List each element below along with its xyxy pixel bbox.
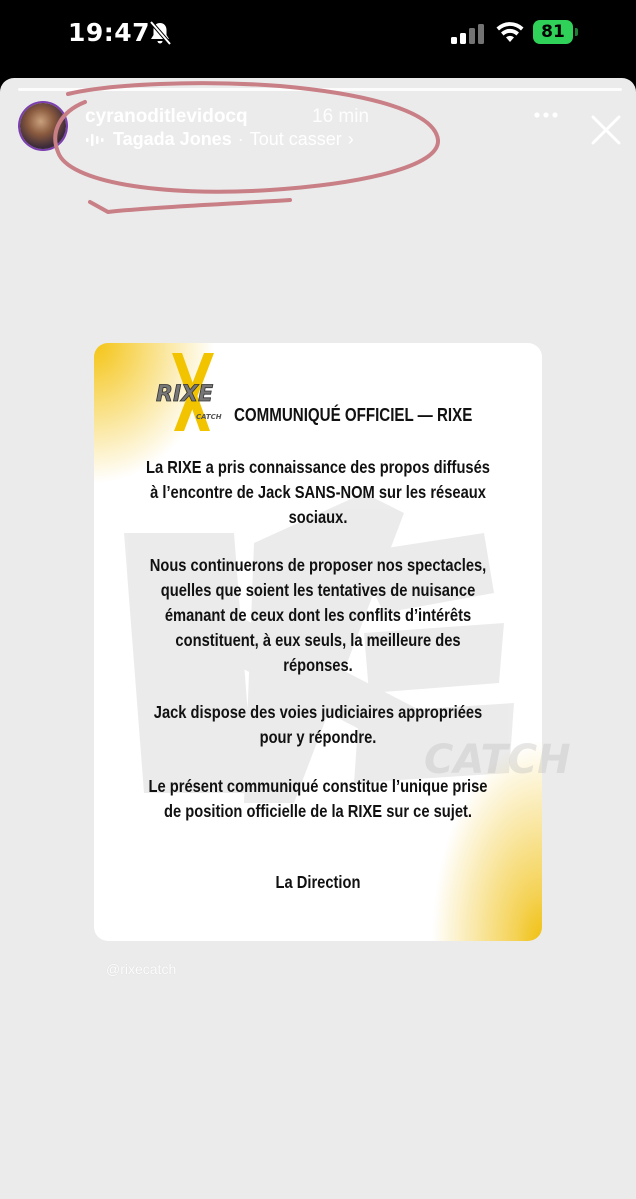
wifi-icon	[495, 20, 525, 44]
bell-slash-icon	[148, 20, 172, 46]
announcement-signature: La Direction	[275, 872, 361, 892]
announcement-title: COMMUNIQUÉ OFFICIEL — RIXE	[234, 405, 473, 425]
announcement-card	[94, 343, 571, 941]
story-username[interactable]: cyranoditlevidocq	[85, 106, 248, 127]
clock: 19:47	[68, 18, 151, 47]
battery-charging-icon	[533, 20, 581, 46]
status-bar	[0, 0, 636, 72]
chevron-right-icon: ›	[347, 129, 354, 149]
announcement-paragraph-3: Jack dispose des voies judiciaires appropriées pour y répondre.	[153, 702, 483, 747]
announcement-paragraph-2: Nous continuerons de proposer nos spectacles, quelles que soient les tentatives de nuisance émanant de ceux dont les conflits d’intérêts constituent, à eux seuls, la meilleure des réponses.	[149, 555, 487, 675]
logo-text: RIXE	[156, 382, 214, 407]
close-icon[interactable]	[590, 114, 622, 146]
music-attribution[interactable]	[85, 129, 354, 150]
announcement-paragraph-1: La RIXE a pris connaissance des propos diffusés à l’encontre de Jack SANS-NOM sur les réseaux sociaux.	[146, 457, 490, 527]
logo-sub-text: CATCH	[196, 413, 222, 421]
music-waveform-icon	[85, 131, 107, 149]
music-track: Tout casser	[249, 129, 342, 149]
announcement-paragraph-4: Le présent communiqué constitue l’unique prise de position officielle de la RIXE sur ce sujet.	[148, 776, 488, 821]
avatar[interactable]	[20, 103, 66, 149]
battery-level: 81	[533, 20, 573, 44]
signal-icon	[451, 24, 485, 44]
watermark-catch-text: CATCH	[424, 737, 571, 783]
music-artist: Tagada Jones	[113, 129, 232, 149]
story-credit-handle: @rixecatch	[106, 961, 177, 977]
rixe-logo	[152, 351, 230, 433]
story-progress-bar	[18, 88, 622, 91]
battery-tip	[575, 28, 578, 36]
music-separator: ·	[237, 129, 244, 149]
story-time-ago: 16 min	[312, 106, 370, 127]
more-icon[interactable]	[533, 111, 559, 119]
story-viewer[interactable]	[0, 78, 636, 1199]
